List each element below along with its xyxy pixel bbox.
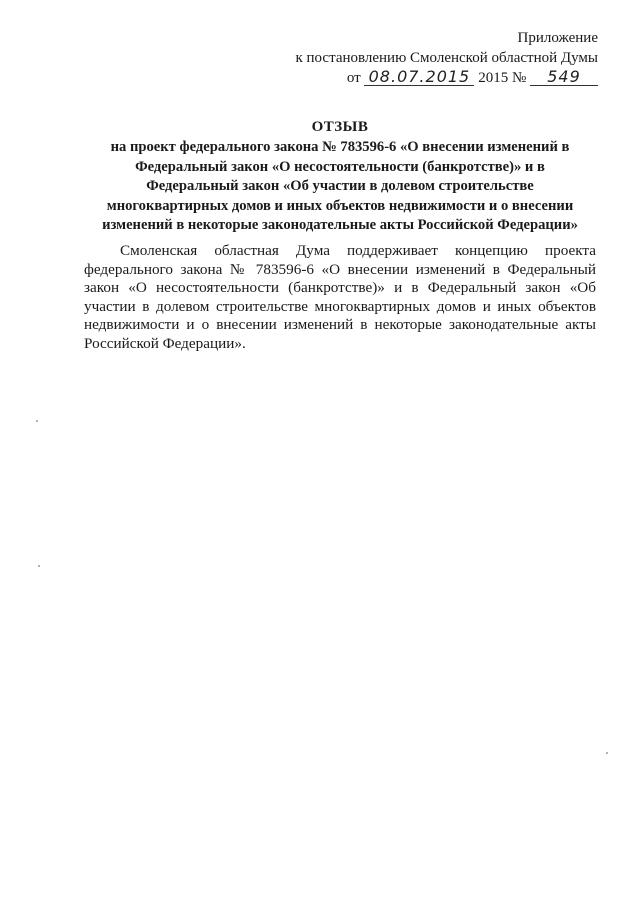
title-heading: ОТЗЫВ: [311, 119, 369, 135]
title-line: Федеральный закон «О несостоятельности (банкротстве)» и в: [135, 158, 545, 175]
scan-speck: [606, 752, 608, 754]
title-line: Федеральный закон «Об участии в долевом строительстве: [146, 178, 534, 195]
appendix-reference: к постановлению Смоленской областной Думы: [295, 50, 598, 66]
handwritten-date: 08.07.2015: [364, 68, 474, 86]
date-prefix: от: [346, 70, 361, 86]
handwritten-number: 549: [530, 68, 598, 86]
title-line: многоквартирных домов и иных объектов недвижимости и о внесении: [106, 197, 574, 214]
scan-speck: [36, 420, 38, 422]
appendix-label: Приложение: [517, 30, 598, 46]
title-line: изменений в некоторые законодательные акты Российской Федерации»: [102, 217, 578, 234]
title-line: на проект федерального закона № 783596-6 «О внесении изменений в: [110, 139, 570, 156]
year-number-label: 2015 №: [478, 70, 527, 86]
document-title: [80, 118, 600, 235]
scan-speck: [38, 565, 40, 567]
body-paragraph: Смоленская областная Дума поддерживает концепцию проекта федерального закона № 783596-6 «О внесении изменений в Федеральный закон «О несостоятельности (банкротстве)» и в Федеральный закон «Об участии в долевом строительстве многоквартирных домов и иных объектов недвижимости и о внесении изменений в некоторые законодательные акты Российской Федерации».: [84, 242, 596, 352]
appendix-header: [238, 28, 598, 88]
appendix-date-line: [238, 68, 598, 88]
